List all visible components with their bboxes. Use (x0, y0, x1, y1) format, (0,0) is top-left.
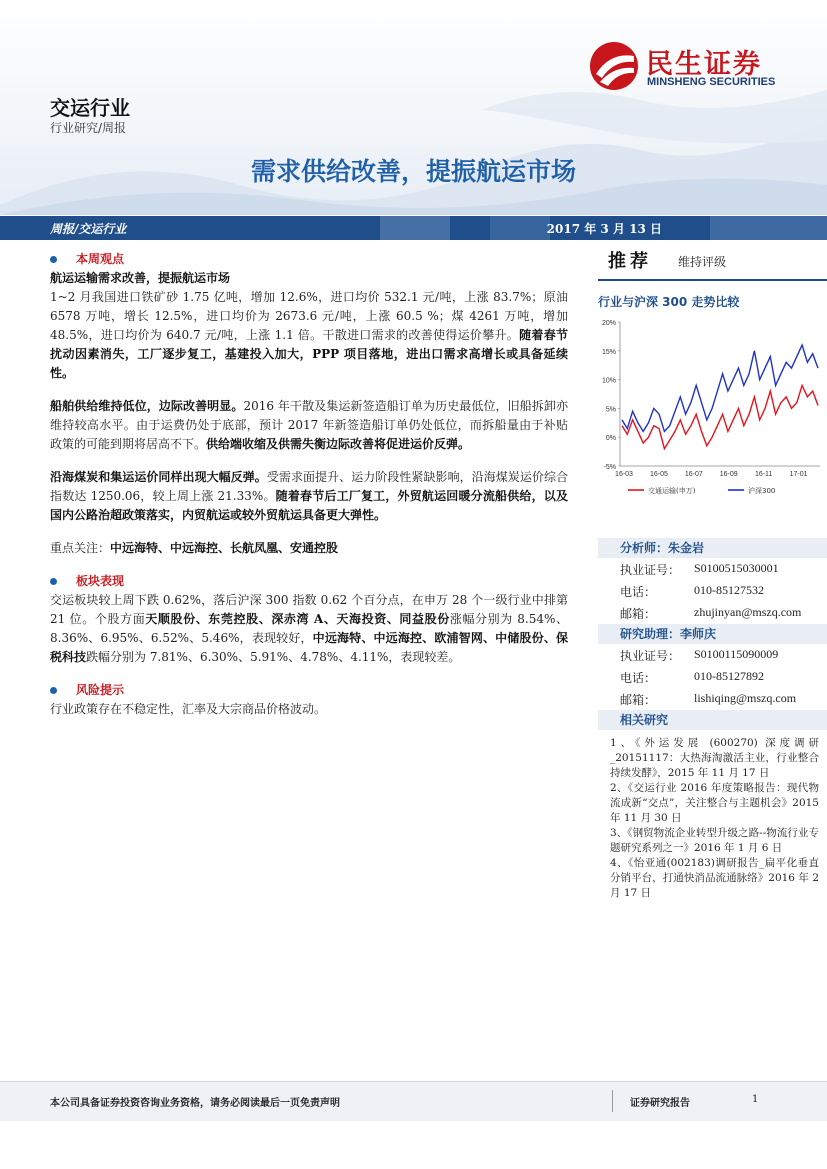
company-logo (590, 40, 790, 92)
analyst-info (598, 558, 827, 624)
related-item[interactable]: 2、《交运行业 2016 年度策略报告：现代物流成新“交点”，关注整合与主题机会》2015 年 11 月 30 日 (610, 782, 819, 824)
industry-label: 交运行业 (50, 96, 130, 120)
info-value: 010-85127892 (694, 669, 764, 683)
x-tick-label: 16-03 (615, 471, 633, 478)
x-tick-label: 16-09 (719, 471, 738, 478)
info-row (598, 580, 827, 602)
main-column (50, 250, 568, 733)
x-tick-label: 16-11 (754, 471, 773, 478)
x-tick-label: 17-01 (789, 471, 808, 478)
y-tick-label: 15% (601, 348, 616, 356)
logo-text-en: MINSHENG SECURITIES (647, 76, 776, 88)
rating-block (598, 245, 827, 279)
x-tick-label: 16-05 (649, 471, 668, 478)
chart-title: 行业与沪深 300 走势比较 (598, 295, 740, 309)
info-value: zhujinyan@mszq.com (694, 605, 802, 619)
assistant-info (598, 644, 827, 710)
bar-category: 周报/交运行业 (50, 222, 127, 236)
y-tick-label: 20% (601, 320, 616, 327)
section-heading-risk: 风险提示 (50, 681, 568, 700)
info-row (598, 644, 827, 666)
rating: 推荐 (608, 251, 652, 272)
bullet-icon (50, 256, 57, 263)
legend-label-0: 交通运输(申万) (648, 487, 696, 495)
info-key: 邮箱： (620, 607, 657, 621)
report-date: 2017 年 3 月 13 日 (546, 222, 662, 236)
divider (598, 279, 827, 281)
info-row (598, 558, 827, 580)
related-heading: 相关研究 (598, 710, 827, 730)
info-key: 电话： (620, 585, 657, 599)
info-key: 电话： (620, 671, 657, 685)
y-tick-label: -5% (603, 464, 616, 471)
info-key: 执业证号： (620, 649, 681, 663)
info-value: S0100115090009 (694, 647, 779, 661)
footer-divider (612, 1090, 613, 1112)
info-key: 邮箱： (620, 693, 657, 707)
assistant-heading: 研究助理：李师庆 (598, 624, 827, 644)
page-title: 需求供给改善，提振航运市场 (250, 157, 576, 186)
bullet-icon (50, 687, 57, 694)
footer-label: 证券研究报告 (630, 1098, 690, 1109)
paragraph-supply: 船舶供给维持低位，边际改善明显。2016 年干散及集运新签造船订单为历史最低位，旧船拆卸亦维持较高水平。由于运费仍处于底部，预计 2017 年新签造船订单仍处低位，而拆船量由于补贴政策的可能到期将居高不下。供给端收缩及供需失衡边际改善将促进运价反弹。 (50, 399, 568, 451)
info-value: lishiqing@mszq.com (694, 691, 797, 705)
focus-stocks: 重点关注：中远海特、中远海控、长航凤凰、安通控股 (50, 541, 339, 555)
x-tick-label: 16-07 (684, 471, 703, 478)
legend-label-1: 沪深300 (748, 487, 776, 495)
trend-chart (598, 314, 827, 504)
footer-disclaimer: 本公司具备证券投资咨询业务资格，请务必阅读最后一页免责声明 (50, 1098, 340, 1109)
section-heading-views: 本周观点 (50, 250, 568, 269)
header-bar (0, 216, 827, 240)
paragraph-sector: 交运板块较上周下跌 0.62%，落后沪深 300 指数 0.62 个百分点，在申万 28 个一级行业中排第 21 位。个股方面天顺股份、东莞控股、深赤湾 A、天海投资、同益股份涨幅分别为 8.54%、8.36%、6.95%、6.52%、5.46%，表现较好，中远海特、中远海控、欧浦智网、中储股份、保税科技跌幅分别为 7.81%、6.30%、5.91%、4.78%、4.11%，表现较差。 (50, 593, 568, 664)
sidebar (598, 245, 827, 901)
analyst-heading: 分析师：朱金岩 (598, 538, 827, 558)
paragraph-coastal: 沿海煤炭和集运运价同样出现大幅反弹。受需求面提升、运力阶段性紧缺影响，沿海煤炭运价综合指数达 1250.06，较上周上涨 21.33%。随着春节后工厂复工，外贸航运回暖分流船供给，以及国内公路治超政策落实，内贸航运或较外贸航运具备更大弹性。 (50, 470, 568, 522)
related-research-list (598, 730, 827, 901)
paragraph-demand: 1~2 月我国进口铁矿砂 1.75 亿吨，增加 12.6%，进口均价 532.1 元/吨，上涨 83.7%；原油 6578 万吨，增长 12.5%，进口均价为 2673.6 元/吨，上涨 60.5 %；煤 4261 万吨，增加 48.5%，进口均价为 640.7 元/吨，上涨 1.1 倍。干散进口需求的改善使得运价攀升。随着春节扰动因素消失，工厂逐步复工，基建投入加大，PPP 项目落地，进出口需求高增长或具备延续性。 (50, 290, 568, 380)
logo-emblem-icon (590, 42, 638, 90)
info-value: 010-85127532 (694, 583, 764, 597)
info-row (598, 666, 827, 688)
y-tick-label: 0% (605, 435, 616, 443)
logo-text-cn: 民生证券 (646, 49, 762, 80)
section-subheading: 航运运输需求改善，提振航运市场 (50, 271, 231, 285)
series-line-0 (622, 385, 818, 448)
info-value: S0100515030001 (694, 561, 779, 575)
rating-note: 维持评级 (678, 255, 727, 269)
bullet-icon (50, 578, 57, 585)
page-number: 1 (752, 1094, 759, 1105)
chart-container (598, 314, 827, 504)
footer (0, 1081, 827, 1121)
paragraph-risk: 行业政策存在不稳定性，汇率及大宗商品价格波动。 (50, 702, 327, 716)
y-tick-label: 10% (601, 377, 616, 385)
section-heading-sector: 板块表现 (50, 572, 568, 591)
related-item[interactable]: 1、《外运发展 (600270) 深度调研_20151117：大热海淘激活主业，行业整合持续发酵》，2015 年 11 月 17 日 (610, 737, 819, 779)
related-item[interactable]: 4、《怡亚通(002183)调研报告_扁平化垂直分销平台，打通快消品流通脉络》2016 年 2 月 17 日 (610, 857, 819, 899)
y-tick-label: 5% (605, 406, 616, 414)
report-type: 行业研究/周报 (50, 121, 127, 135)
info-row (598, 602, 827, 624)
info-row (598, 688, 827, 710)
related-item[interactable]: 3、《钢贸物流企业转型升级之路--物流行业专题研究系列之一》2016 年 1 月 6 日 (610, 827, 819, 854)
info-key: 执业证号： (620, 563, 681, 577)
